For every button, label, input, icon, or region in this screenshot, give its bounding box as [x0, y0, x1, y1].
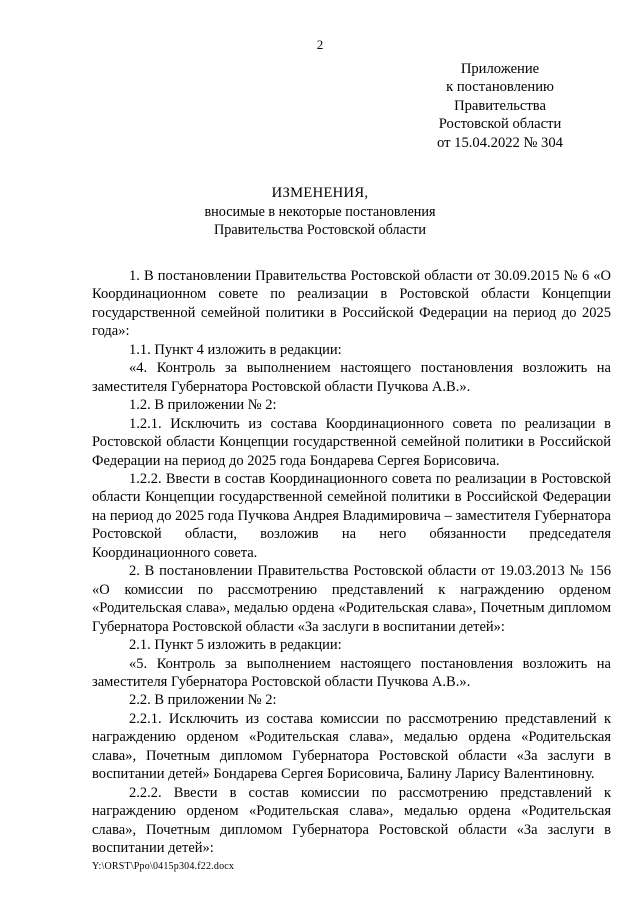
appendix-line: Приложение [460, 61, 540, 77]
appendix-line: Ростовской области [438, 116, 562, 133]
document-body [92, 267, 611, 858]
paragraph-2-1: 2.1. Пункт 5 изложить в редакции: [129, 637, 342, 654]
paragraph-2-2-2: 2.2.2. Ввести в состав комиссии по рассмотрению представлений к награждению орденом «Родительская слава», медалью ордена «Родительская слава», Почетным дипломом Губернатора Ростовской области «За заслуги в воспитании детей»: [92, 784, 611, 857]
paragraph-2-2-1: 2.2.1. Исключить из состава комиссии по рассмотрению представлений к награждению орденом «Родительская слава», медалью ордена «Родительская слава», Почетным дипломом Губернатора Ростовской области «За заслуги в воспитании детей» Бондарева Сергея Борисовича, Балину Ларису Валентиновну. [92, 710, 611, 783]
title-sub-line: Правительства Ростовской области [214, 221, 426, 238]
page-number: 2 [316, 37, 324, 52]
paragraph-1-2: 1.2. В приложении № 2: [129, 397, 277, 414]
paragraph-1-1: 1.1. Пункт 4 изложить в редакции: [129, 341, 342, 358]
title-main: ИЗМЕНЕНИЯ, [271, 185, 369, 201]
footer-file-path: Y:\ORST\Ppo\0415p304.f22.docx [92, 861, 235, 872]
paragraph-1-2-1: 1.2.1. Исключить из состава Координационного совета по реализации в Ростовской области Концепции государственной семейной политики в Российской Федерации на период до 2025 года Бондарева Сергея Борисовича. [92, 415, 611, 469]
paragraph-1: 1. В постановлении Правительства Ростовской области от 30.09.2015 № 6 «О Координационном совете по реализации в Ростовской области Концепции государственной семейной политики в Российской Федерации на период до 2025 года»: [92, 268, 611, 340]
paragraph-2-1-text: «5. Контроль за выполнением настоящего постановления возложить на заместителя Губернатора Ростовской области Пучкова А.В.». [92, 655, 611, 690]
appendix-line: к постановлению [446, 79, 554, 96]
title-sub-line: вносимые в некоторые постановления [204, 203, 436, 220]
document-title [0, 184, 640, 239]
appendix-line: Правительства [454, 97, 546, 114]
paragraph-2: 2. В постановлении Правительства Ростовской области от 19.03.2013 № 156 «О комиссии по рассмотрению представлений к награждению орденом «Родительская слава», медалью ордена «Родительская слава», Почетным дипломом Губернатора Ростовской области «За заслуги в воспитании детей»: [92, 563, 611, 635]
paragraph-1-2-2: 1.2.2. Ввести в состав Координационного совета по реализации в Ростовской области Концепции государственной семейной политики в Российской Федерации на период до 2025 года Пучкова Андрея Владимировича – заместителя Губернатора Ростовской области, возложив на него обязанности председателя Координационного совета. [92, 470, 611, 561]
paragraph-1-1-text: «4. Контроль за выполнением настоящего постановления возложить на заместителя Губернатора Ростовской области Пучкова А.В.». [92, 360, 611, 395]
appendix-block [420, 60, 580, 152]
paragraph-2-2: 2.2. В приложении № 2: [129, 692, 277, 709]
appendix-line: от 15.04.2022 № 304 [437, 134, 563, 151]
